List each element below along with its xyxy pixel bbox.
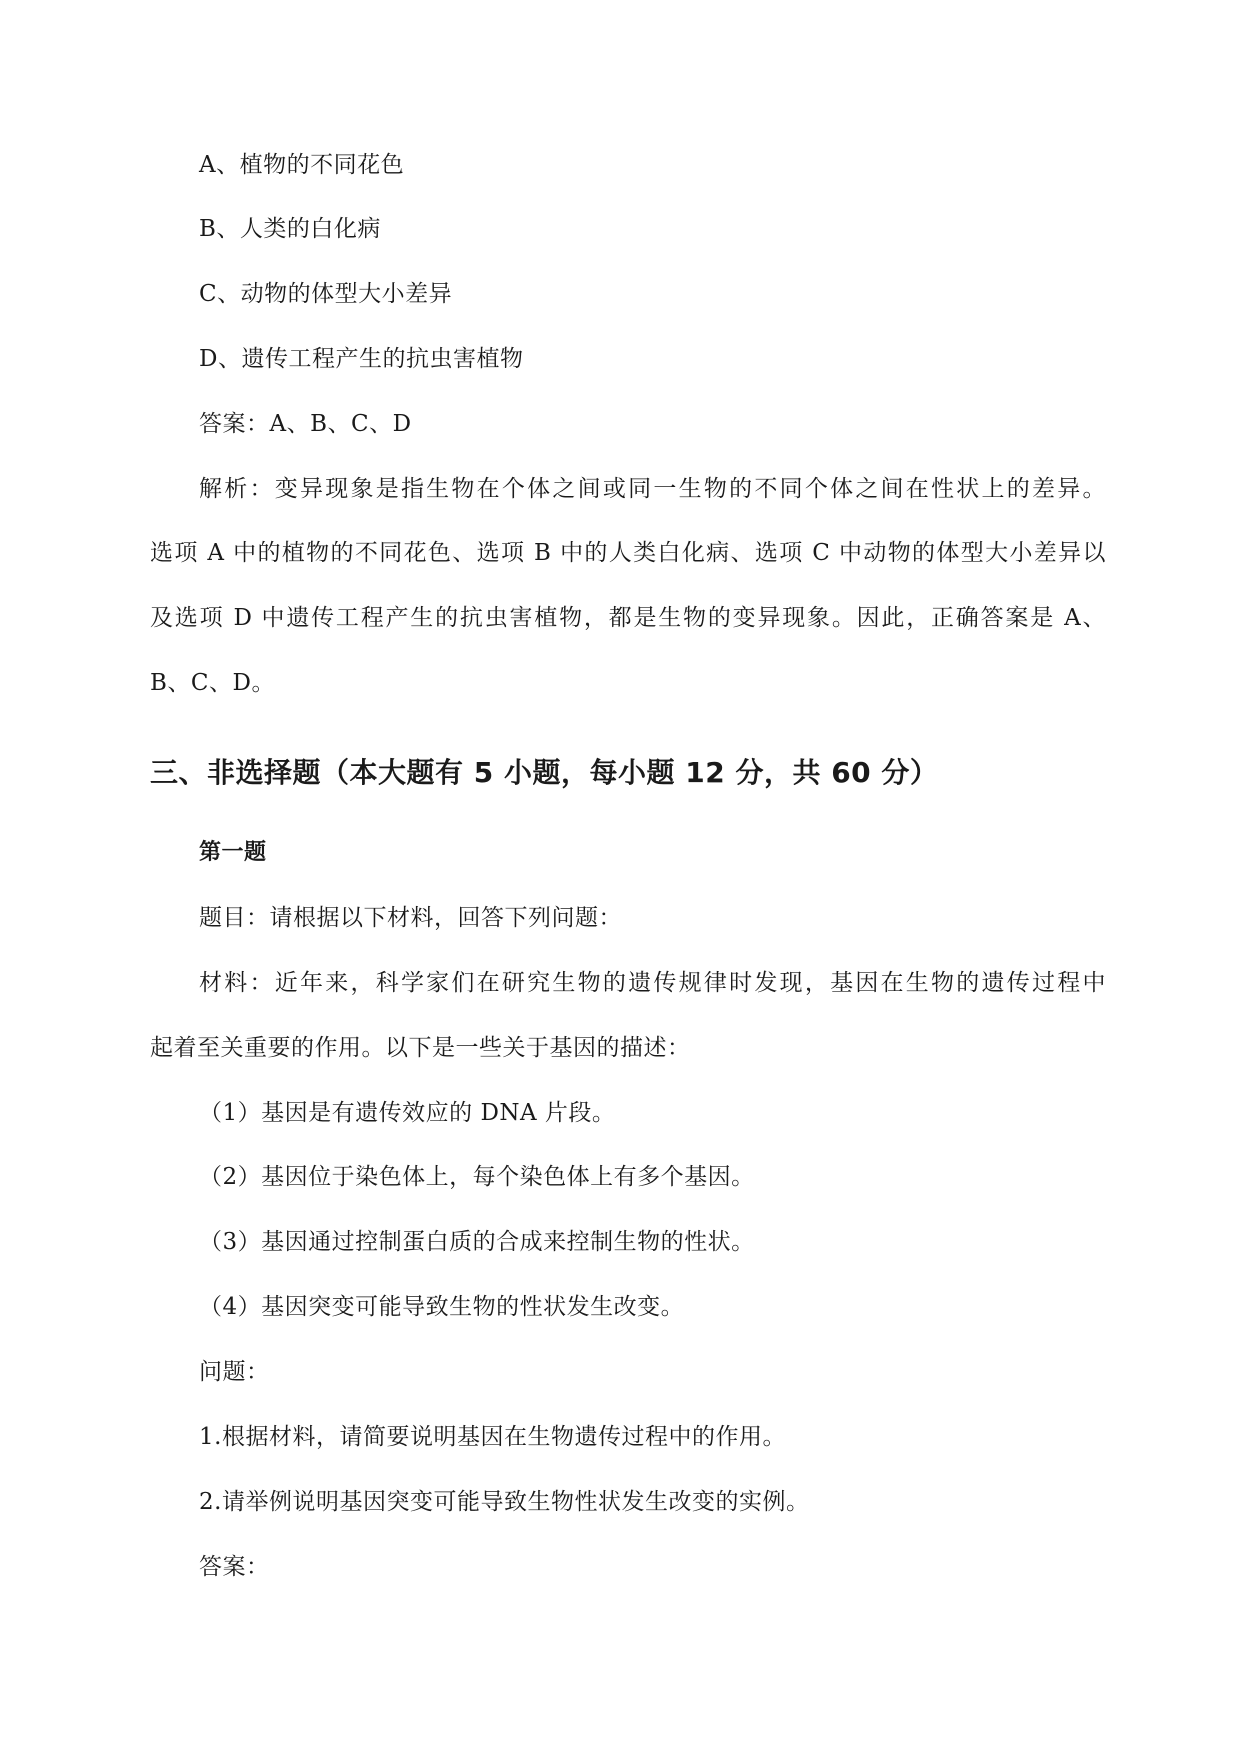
option-c: C、动物的体型大小差异	[199, 281, 453, 307]
statement-2: （2）基因位于染色体上，每个染色体上有多个基因。	[199, 1164, 755, 1190]
questions-label: 问题：	[199, 1359, 270, 1385]
analysis-line-2: 选项 A 中的植物的不同花色、选项 B 中的人类白化病、选项 C 中动物的体型大小差异以	[150, 540, 1106, 566]
section-heading: 三、非选择题（本大题有 5 小题，每小题 12 分，共 60 分）	[150, 756, 939, 789]
option-b: B、人类的白化病	[199, 216, 381, 242]
material-line-1: 材料：近年来，科学家们在研究生物的遗传规律时发现，基因在生物的遗传过程中	[199, 970, 1106, 996]
answer-label: 答案：	[199, 1554, 270, 1580]
statement-3: （3）基因通过控制蛋白质的合成来控制生物的性状。	[199, 1229, 755, 1255]
option-d: D、遗传工程产生的抗虫害植物	[199, 346, 524, 372]
analysis-line-3: 及选项 D 中遗传工程产生的抗虫害植物，都是生物的变异现象。因此，正确答案是 A、	[150, 605, 1106, 631]
material-line-2: 起着至关重要的作用。以下是一些关于基因的描述：	[150, 1035, 691, 1061]
analysis-line-1: 解析：变异现象是指生物在个体之间或同一生物的不同个体之间在性状上的差异。	[199, 476, 1106, 502]
question-2: 2.请举例说明基因突变可能导致生物性状发生改变的实例。	[199, 1489, 810, 1515]
option-a: A、植物的不同花色	[199, 152, 405, 178]
question-1: 1.根据材料，请简要说明基因在生物遗传过程中的作用。	[199, 1424, 786, 1450]
analysis-line-4: B、C、D。	[150, 670, 275, 696]
statement-1: （1）基因是有遗传效应的 DNA 片段。	[199, 1100, 616, 1126]
statement-4: （4）基因突变可能导致生物的性状发生改变。	[199, 1294, 685, 1320]
question-prompt: 题目：请根据以下材料，回答下列问题：	[199, 905, 622, 931]
question-title: 第一题	[199, 840, 267, 865]
answer-line: 答案：A、B、C、D	[199, 411, 412, 437]
